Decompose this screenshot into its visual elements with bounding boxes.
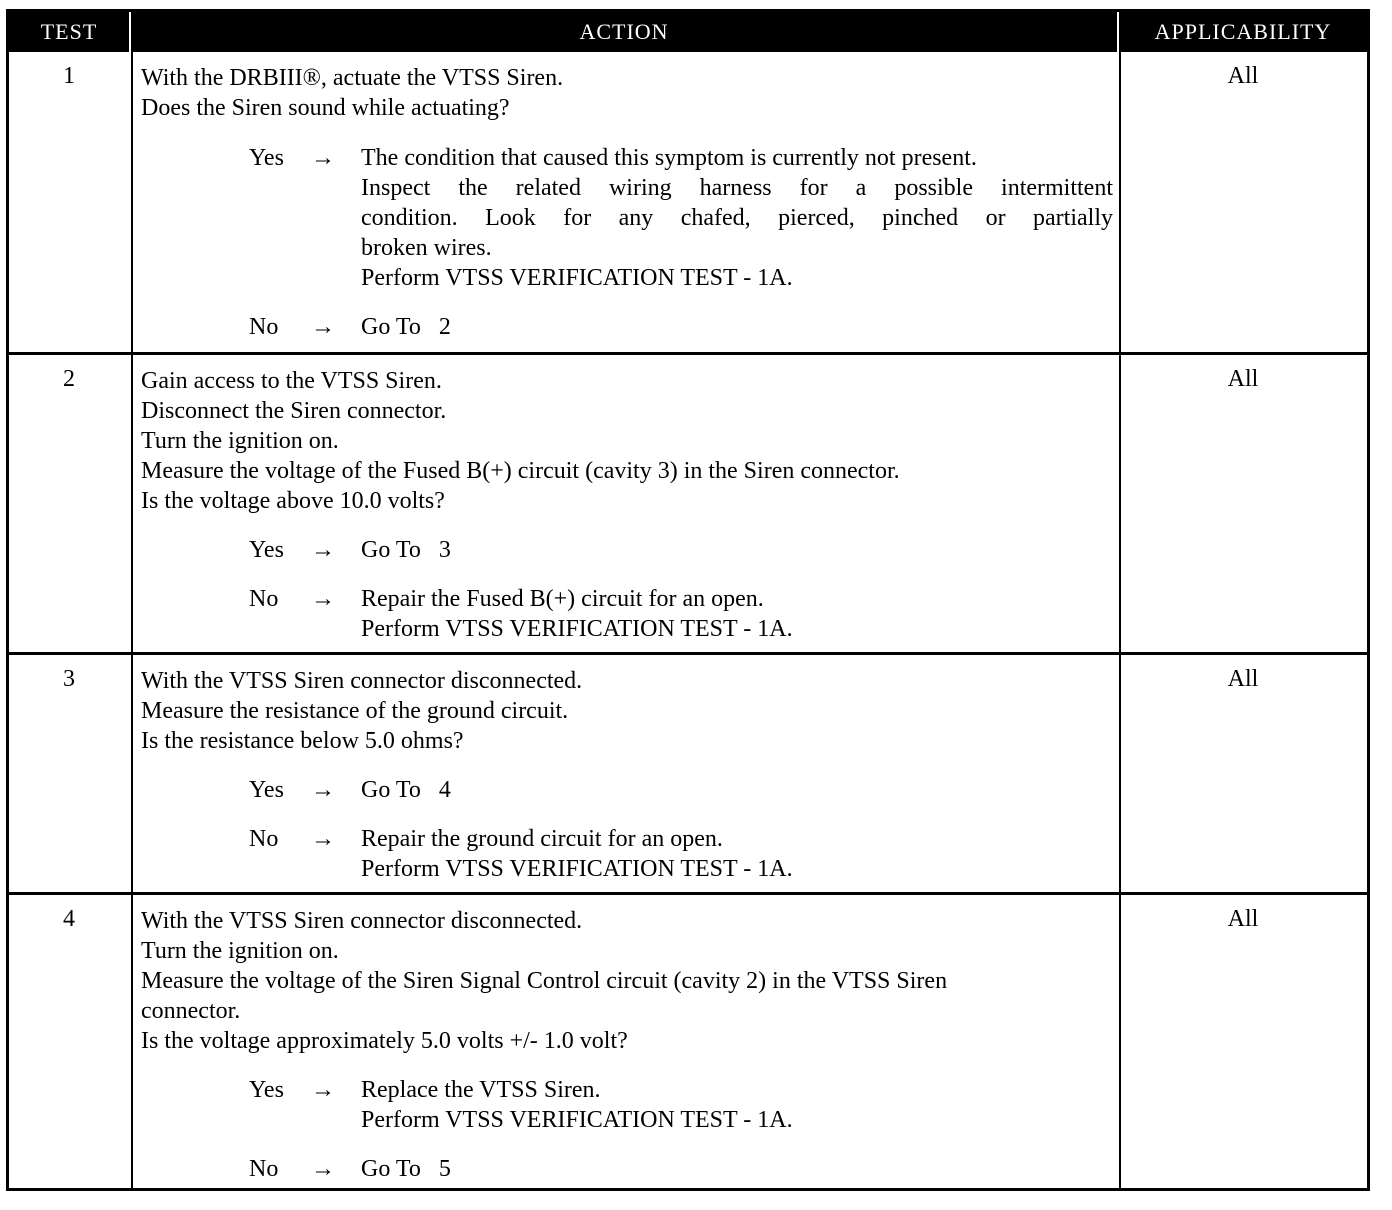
arrow-icon: → <box>311 537 335 563</box>
action-cell <box>131 52 1121 352</box>
test-number: 1 <box>63 63 75 89</box>
no-label: No <box>249 1156 279 1182</box>
header-action: ACTION <box>131 12 1117 52</box>
action-cell <box>131 355 1121 654</box>
applicability-value: All <box>1227 63 1259 89</box>
applicability-value: All <box>1227 666 1259 692</box>
header-applicability: APPLICABILITY <box>1119 12 1367 52</box>
no-branch: No → Repair the Fused B(+) circuit for an open. Perform VTSS VERIFICATION TEST - 1A. <box>249 586 793 642</box>
no-label: No <box>249 314 279 340</box>
diagnostic-table <box>6 9 1370 1191</box>
no-label: No <box>249 826 279 852</box>
test-number: 2 <box>63 366 75 392</box>
table-row <box>9 52 1367 352</box>
no-branch: No → Go To 2 <box>249 314 451 340</box>
arrow-icon: → <box>311 1156 335 1182</box>
no-label: No <box>249 586 279 612</box>
no-branch: No → Repair the ground circuit for an open. Perform VTSS VERIFICATION TEST - 1A. <box>249 826 793 882</box>
yes-label: Yes <box>249 145 284 171</box>
applicability-value: All <box>1227 366 1259 392</box>
no-branch: No → Go To 5 <box>249 1156 451 1182</box>
header-test: TEST <box>9 12 129 52</box>
yes-branch: Yes → Go To 4 <box>249 777 451 803</box>
yes-label: Yes <box>249 1077 284 1103</box>
table-row <box>9 892 1367 1191</box>
yes-branch: Yes → Go To 3 <box>249 537 451 563</box>
table-row <box>9 652 1367 894</box>
yes-label: Yes <box>249 537 284 563</box>
arrow-icon: → <box>311 586 335 612</box>
question: With the DRBIII®, actuate the VTSS Siren. Does the Siren sound while actuating? <box>141 65 564 121</box>
arrow-icon: → <box>311 826 335 852</box>
table-row <box>9 352 1367 654</box>
test-number: 3 <box>63 666 75 692</box>
yes-branch: Yes → The condition that caused this symptom is currently not present. Inspect the related wiring harness for a possible intermittent condition. Look for any chafed, pierced, pinched or partially broken wires. Perform VTSS VERIFICATION TEST - 1A. <box>249 145 1113 291</box>
yes-branch: Yes → Replace the VTSS Siren. Perform VTSS VERIFICATION TEST - 1A. <box>249 1077 793 1133</box>
action-cell <box>131 895 1121 1191</box>
arrow-icon: → <box>311 777 335 803</box>
arrow-icon: → <box>311 145 335 171</box>
yes-label: Yes <box>249 777 284 803</box>
arrow-icon: → <box>311 314 335 340</box>
question: With the VTSS Siren connector disconnected. Turn the ignition on. Measure the voltage of the Siren Signal Control circuit (cavity 2) in the VTSS Siren connector. Is the voltage approximately 5.0 volts +/- 1.0 volt? <box>141 908 948 1054</box>
question: With the VTSS Siren connector disconnected. Measure the resistance of the ground circuit. Is the resistance below 5.0 ohms? <box>141 668 583 754</box>
question: Gain access to the VTSS Siren. Disconnect the Siren connector. Turn the ignition on. Measure the voltage of the Fused B(+) circuit (cavity 3) in the Siren connector. Is the voltage above 10.0 volts? <box>141 368 900 514</box>
applicability-value: All <box>1227 906 1259 932</box>
action-cell <box>131 655 1121 894</box>
test-number: 4 <box>63 906 75 932</box>
arrow-icon: → <box>311 1077 335 1103</box>
